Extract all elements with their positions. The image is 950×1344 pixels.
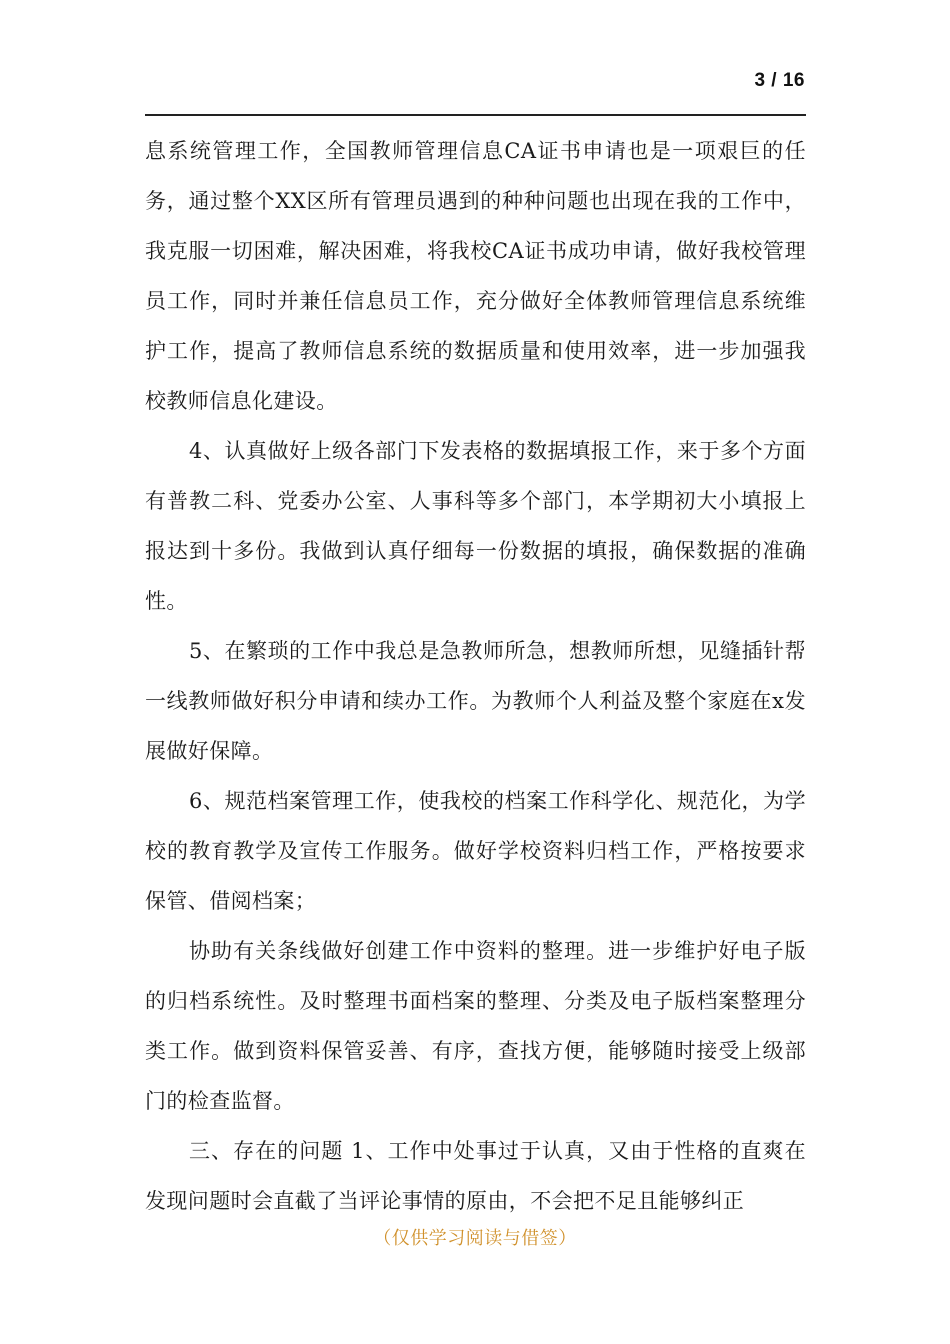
footer-disclaimer: （仅供学习阅读与借签） bbox=[373, 1228, 577, 1249]
paragraph-5: 协助有关条线做好创建工作中资料的整理。进一步维护好电子版的归档系统性。及时整理书面档案的整理、分类及电子版档案整理分类工作。做到资料保管妥善、有序，查找方便，能够随时接受上级部门的检查监督。 bbox=[145, 939, 806, 1113]
paragraph-3: 5、在繁琐的工作中我总是急教师所急，想教师所想，见缝插针帮一线教师做好积分申请和续办工作。为教师个人利益及整个家庭在x发展做好保障。 bbox=[145, 639, 806, 763]
paragraph-4: 6、规范档案管理工作，使我校的档案工作科学化、规范化，为学校的教育教学及宣传工作服务。做好学校资料归档工作，严格按要求保管、借阅档案； bbox=[145, 789, 806, 913]
document-body bbox=[145, 126, 806, 1226]
paragraph-2: 4、认真做好上级各部门下发表格的数据填报工作，来于多个方面有普教二科、党委办公室、人事科等多个部门，本学期初大小填报上报达到十多份。我做到认真仔细每一份数据的填报，确保数据的准确性。 bbox=[145, 439, 806, 613]
page-number: 3 / 16 bbox=[754, 70, 805, 91]
header-divider bbox=[145, 114, 806, 116]
paragraph-6: 三、存在的问题 1、工作中处事过于认真，又由于性格的直爽在发现问题时会直截了当评论事情的原由，不会把不足且能够纠正 bbox=[145, 1139, 806, 1213]
paragraph-1: 息系统管理工作，全国教师管理信息CA证书申请也是一项艰巨的任务，通过整个XX区所有管理员遇到的种种问题也出现在我的工作中，我克服一切困难，解决困难，将我校CA证书成功申请，做好我校管理员工作，同时并兼任信息员工作，充分做好全体教师管理信息系统维护工作，提高了教师信息系统的数据质量和使用效率，进一步加强我校教师信息化建设。 bbox=[145, 139, 806, 413]
